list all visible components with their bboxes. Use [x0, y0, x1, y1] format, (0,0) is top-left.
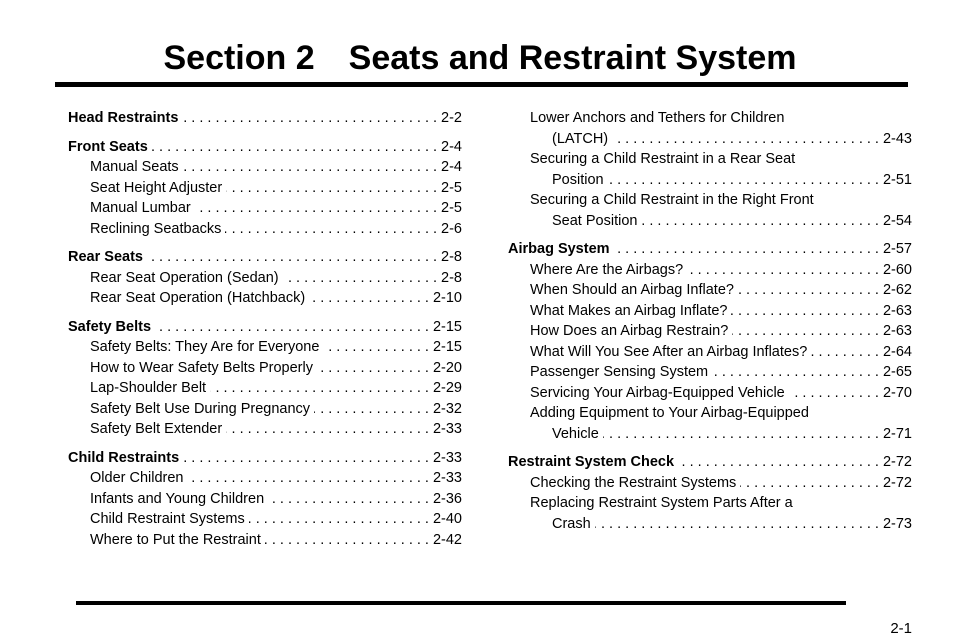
dot-leader: [595, 514, 879, 535]
toc-page-ref: 2-33: [432, 470, 462, 486]
toc-entry-label: Vehicle: [552, 425, 599, 442]
dot-leader: [712, 362, 879, 383]
toc-page-ref: 2-5: [441, 179, 462, 196]
toc-section-entry[interactable]: [68, 108, 462, 129]
toc-page-ref: 2-43: [882, 130, 912, 147]
toc-entry[interactable]: [68, 178, 462, 199]
toc-entry-title-line[interactable]: Replacing Restraint System Parts After a: [530, 495, 793, 511]
toc-entry-label: Airbag System: [508, 241, 610, 257]
toc-page-ref: 2-71: [882, 425, 912, 442]
toc-entry-label: Manual Seats: [90, 159, 179, 175]
toc-entry-title-line[interactable]: Lower Anchors and Tethers for Children: [530, 110, 785, 126]
toc-page-ref: 2-72: [882, 454, 912, 470]
page-title: [0, 38, 960, 78]
dot-leader: [789, 383, 879, 404]
dot-leader: [188, 468, 429, 489]
footer-rule: [76, 601, 846, 605]
toc-entry-label: What Makes an Airbag Inflate?: [530, 302, 728, 319]
toc-entry[interactable]: [508, 514, 912, 535]
toc-page-ref: 2-10: [432, 290, 462, 306]
toc-entry[interactable]: [508, 280, 912, 301]
toc-section-entry[interactable]: [68, 317, 462, 338]
toc-entry[interactable]: [508, 260, 912, 281]
toc-entry[interactable]: [68, 509, 462, 530]
toc-entry[interactable]: [508, 424, 912, 445]
toc-page-ref: 2-8: [441, 269, 462, 286]
dot-leader: [225, 219, 437, 240]
toc-page-ref: 2-40: [432, 511, 462, 527]
toc-entry-label: Lap-Shoulder Belt: [90, 380, 207, 396]
toc-page-ref: 2-42: [432, 531, 462, 548]
toc-entry-label: Checking the Restraint Systems: [530, 474, 737, 491]
toc-entry[interactable]: [68, 337, 462, 358]
toc-page-ref: 2-60: [882, 261, 912, 278]
toc-entry[interactable]: [68, 530, 462, 551]
dot-leader: [226, 419, 429, 440]
toc-page-ref: 2-15: [432, 339, 462, 355]
toc-entry-label: What Will You See After an Airbag Inflates?: [530, 343, 808, 360]
dot-leader: [283, 268, 437, 289]
toc-entry-title-line[interactable]: Securing a Child Restraint in the Right Front: [530, 192, 814, 208]
toc-entry[interactable]: [68, 268, 462, 289]
toc-entry-label: How to Wear Safety Belts Properly: [90, 359, 313, 376]
dot-leader: [249, 509, 429, 530]
dot-leader: [323, 337, 429, 358]
toc-page-ref: 2-62: [882, 282, 912, 298]
toc-entry-label: Restraint System Check: [508, 454, 675, 470]
dot-leader: [603, 424, 879, 445]
toc-entry[interactable]: [508, 129, 912, 150]
toc-entry[interactable]: [508, 211, 912, 232]
toc-page-ref: 2-51: [882, 171, 912, 188]
toc-section-entry[interactable]: [508, 452, 912, 473]
dot-leader: [614, 239, 879, 260]
toc-entry[interactable]: [68, 419, 462, 440]
toc-entry-label: Head Restraints: [68, 110, 179, 126]
toc-page-ref: 2-63: [882, 302, 912, 319]
toc-entry[interactable]: [508, 473, 912, 494]
dot-leader: [183, 157, 437, 178]
toc-entry-label: Passenger Sensing System: [530, 364, 709, 380]
dot-leader: [152, 137, 437, 158]
toc-entry[interactable]: [68, 489, 462, 510]
dot-leader: [738, 280, 879, 301]
toc-entry-label: Child Restraint Systems: [90, 511, 245, 527]
dot-leader: [268, 489, 429, 510]
toc-section-entry[interactable]: [68, 247, 462, 268]
toc-page-ref: 2-36: [432, 490, 462, 507]
toc-entry-label: Seat Position: [552, 212, 638, 229]
toc-entry-label: Safety Belt Use During Pregnancy: [90, 400, 311, 417]
dot-leader: [226, 178, 437, 199]
toc-page-ref: 2-72: [882, 474, 912, 491]
dot-leader: [731, 301, 878, 322]
toc-entry-label: Older Children: [90, 470, 184, 486]
dot-leader: [811, 342, 879, 363]
toc-entry[interactable]: [68, 358, 462, 379]
toc-entry-label: Manual Lumbar: [90, 200, 191, 216]
toc-entry-label: Child Restraints: [68, 449, 180, 466]
toc-entry[interactable]: [508, 321, 912, 342]
toc-page-ref: 2-33: [432, 421, 462, 437]
toc-page-ref: 2-2: [441, 110, 462, 126]
toc-entry[interactable]: [68, 468, 462, 489]
dot-leader: [309, 288, 429, 309]
toc-page-ref: 2-65: [882, 364, 912, 380]
toc-page-ref: 2-8: [441, 249, 462, 265]
toc-entry-label: Safety Belt Extender: [90, 421, 223, 437]
toc-entry-label: Rear Seat Operation (Sedan): [90, 269, 279, 286]
toc-entry-label: Safety Belts: They Are for Everyone: [90, 339, 320, 355]
toc-entry-label: Crash: [552, 515, 591, 532]
toc-entry[interactable]: [68, 157, 462, 178]
toc-page-ref: 2-64: [882, 343, 912, 360]
toc-page-ref: 2-32: [432, 400, 462, 417]
toc-entry-label: Seat Height Adjuster: [90, 179, 223, 196]
toc-entry-label: Where to Put the Restraint: [90, 531, 261, 548]
toc-entry-label: Rear Seat Operation (Hatchback): [90, 290, 306, 306]
dot-leader: [182, 108, 437, 129]
section-number: Section 2: [163, 39, 315, 77]
toc-entry-label: Front Seats: [68, 138, 148, 155]
toc-entry-label: How Does an Airbag Restrain?: [530, 323, 729, 339]
toc-entry[interactable]: [68, 288, 462, 309]
dot-leader: [732, 321, 879, 342]
dot-leader: [147, 247, 437, 268]
toc-section-entry[interactable]: [68, 137, 462, 158]
toc-entry[interactable]: [68, 198, 462, 219]
toc-entry-label: Reclining Seatbacks: [90, 220, 222, 237]
toc-page-ref: 2-15: [432, 318, 462, 335]
toc-section-entry[interactable]: [508, 239, 912, 260]
toc-page-ref: 2-4: [441, 138, 462, 155]
toc-left-column: [68, 108, 462, 550]
page-number: 2-1: [890, 620, 912, 637]
toc-page-ref: 2-6: [441, 220, 462, 237]
dot-leader: [155, 317, 429, 338]
dot-leader: [183, 448, 429, 469]
toc-entry-label: Where Are the Airbags?: [530, 261, 684, 278]
dot-leader: [687, 260, 879, 281]
toc-entry-title-line[interactable]: Securing a Child Restraint in a Rear Seat: [530, 151, 796, 167]
dot-leader: [641, 211, 879, 232]
header-rule: [55, 82, 908, 87]
toc-entry[interactable]: [68, 219, 462, 240]
toc-page-ref: 2-5: [441, 200, 462, 216]
toc-entry[interactable]: [508, 301, 912, 322]
dot-leader: [195, 198, 437, 219]
toc-page-ref: 2-63: [882, 323, 912, 339]
dot-leader: [314, 399, 429, 420]
section-title: Seats and Restraint System: [348, 39, 797, 77]
toc-entry-label: (LATCH): [552, 130, 609, 147]
toc-entry-label: Servicing Your Airbag-Equipped Vehicle: [530, 384, 785, 401]
toc-section-entry[interactable]: [68, 448, 462, 469]
toc-entry-label: Rear Seats: [68, 249, 143, 265]
toc-page-ref: 2-54: [882, 212, 912, 229]
toc-right-column: [508, 108, 912, 534]
toc-entry[interactable]: [508, 170, 912, 191]
toc-entry-label: Position: [552, 171, 604, 188]
toc-page-ref: 2-33: [432, 449, 462, 466]
toc-entry[interactable]: [68, 378, 462, 399]
toc-page-ref: 2-29: [432, 380, 462, 396]
toc-page-ref: 2-20: [432, 359, 462, 376]
toc-page-ref: 2-73: [882, 515, 912, 532]
toc-entry-label: When Should an Airbag Inflate?: [530, 282, 734, 298]
dot-leader: [317, 358, 429, 379]
toc-page-ref: 2-70: [882, 384, 912, 401]
dot-leader: [210, 378, 429, 399]
toc-entry[interactable]: [508, 383, 912, 404]
toc-page-ref: 2-4: [441, 159, 462, 175]
dot-leader: [678, 452, 879, 473]
dot-leader: [740, 473, 879, 494]
dot-leader: [608, 170, 879, 191]
toc-entry[interactable]: [508, 362, 912, 383]
toc-entry-label: Infants and Young Children: [90, 490, 265, 507]
toc-entry[interactable]: [508, 342, 912, 363]
toc-entry[interactable]: [68, 399, 462, 420]
toc-page-ref: 2-57: [882, 241, 912, 257]
dot-leader: [265, 530, 429, 551]
dot-leader: [612, 129, 879, 150]
toc-entry-label: Safety Belts: [68, 318, 152, 335]
toc-entry-title-line[interactable]: Adding Equipment to Your Airbag-Equipped: [530, 405, 809, 421]
